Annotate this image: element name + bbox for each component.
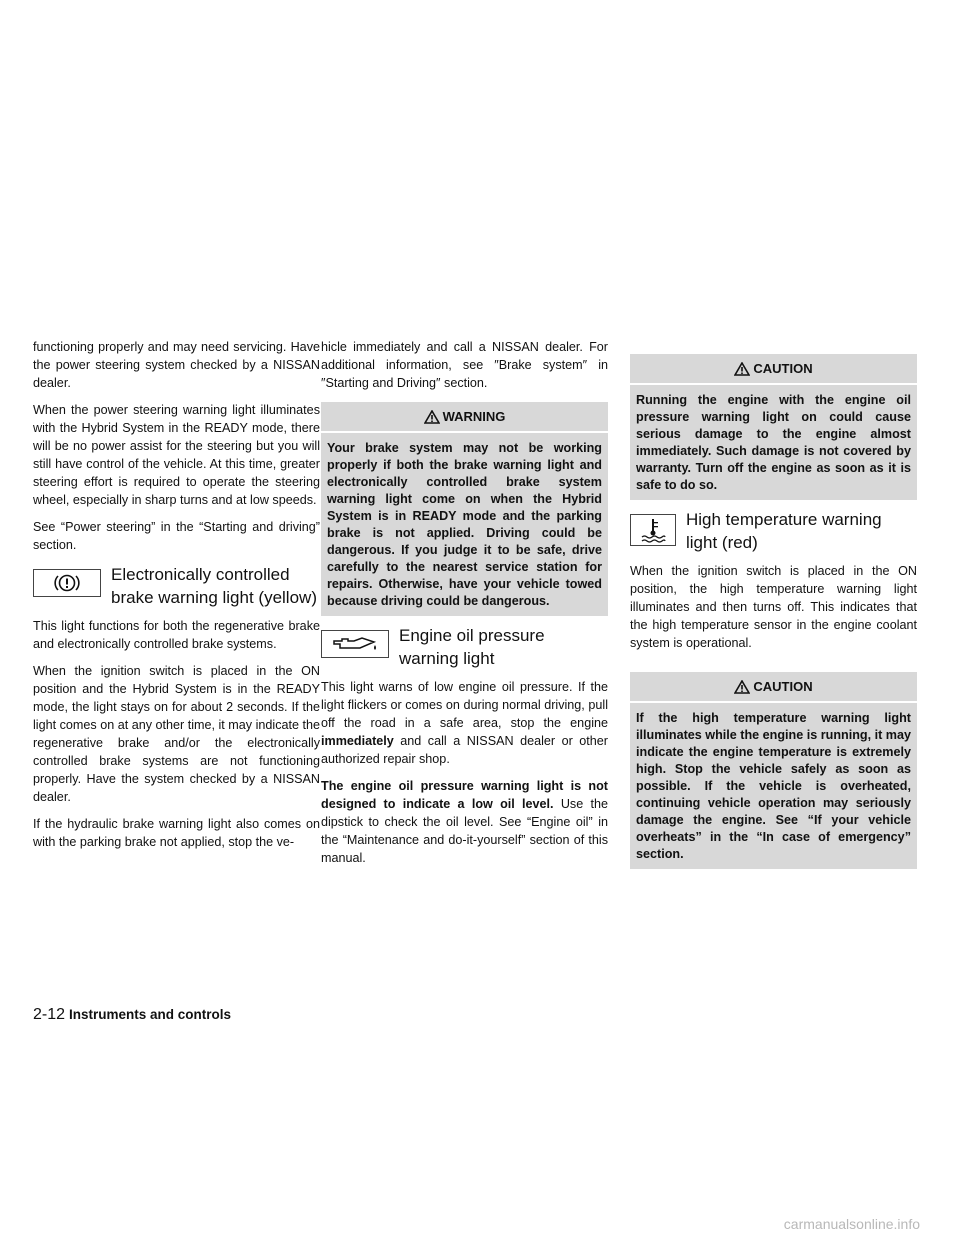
paragraph-power-steering-see: See “Power steering” in the “Starting and driving” section. xyxy=(33,520,320,552)
column-left xyxy=(33,338,320,860)
paragraph-brake-function: This light functions for both the regenerative brake and electronically controlled brake systems. xyxy=(33,619,320,651)
warning-triangle-icon xyxy=(734,680,750,694)
caution-title-temperature: CAUTION xyxy=(753,679,813,694)
column-right xyxy=(630,338,917,877)
caution-box-temperature xyxy=(630,672,917,869)
temp-warning-heading-row xyxy=(630,508,917,554)
coolant-temperature-icon xyxy=(630,514,676,546)
caution-title-oil: CAUTION xyxy=(753,361,813,376)
warning-title: WARNING xyxy=(442,409,506,424)
oil-pressure-text-b: and call a NISSAN dealer or other authorized repair shop. xyxy=(321,734,608,766)
paragraph-power-steering-ready: When the power steering warning light illuminates with the Hybrid System in the READY mode, there will be no power assist for the steering but you will still have control of the vehicle. At this time, greater steering effort is required to operate the steering wheel, especially in sharp turns and at low speeds. xyxy=(33,403,320,507)
paragraph-power-steering-servicing: functioning properly and may need servicing. Have the power steering system checked by a NISSAN dealer. xyxy=(33,340,320,390)
oil-warning-heading: Engine oil pressure warning light xyxy=(399,626,545,668)
warning-triangle-icon xyxy=(734,362,750,376)
oil-warning-heading-row xyxy=(321,624,608,670)
temp-warning-heading: High temperature warning light (red) xyxy=(686,510,882,552)
oil-pressure-text-a: This light warns of low engine oil pressure. If the light flickers or comes on during normal driving, pull off the road in a safe area, stop the engine xyxy=(321,680,608,730)
watermark: carmanualsonline.info xyxy=(783,1216,920,1232)
paragraph-high-temperature: When the ignition switch is placed in the ON position, the high temperature warning light illuminates and then turns off. This indicates that the high temperature sensor in the engine coolant system is operational. xyxy=(630,564,917,650)
brake-warning-heading-row xyxy=(33,563,320,609)
caution-text-oil: Running the engine with the engine oil pressure warning light on could cause serious damage to the engine almost immediately. Such damage is not covered by warranty. Turn off the engine as soon as it is safe to do so. xyxy=(636,393,911,492)
caution-text-temperature: If the high temperature warning light illuminates while the engine is running, it may indicate the engine temperature is extremely high. Stop the vehicle safely as soon as possible. If the vehicle is overheated, continuing vehicle operation may seriously damage the engine. See “If your vehicle overheats” in the “In case of emergency” section. xyxy=(636,711,912,861)
oil-can-icon xyxy=(321,630,389,658)
warning-text: Your brake system may not be working properly if both the brake warning light and electronically controlled brake system warning light come on when the Hybrid System is in READY mode and the parking brake is not applied. Driving could be dangerous. If you judge it to be safe, drive carefully to the nearest service station for repairs. Otherwise, have your vehicle towed because driving could be dangerous. xyxy=(327,441,602,608)
caution-header-oil xyxy=(630,354,917,385)
section-title: Instruments and controls xyxy=(69,1007,232,1022)
paragraph-brake-ready: When the ignition switch is placed in the ON position and the Hybrid System is in the READY mode, the light stays on for about 2 seconds. If the light comes on at any other time, it may indicate the regenerative brake and/or the electronically controlled brake systems are not functioning properly. Have the system checked by a NISSAN dealer. xyxy=(33,664,320,804)
oil-level-emphasis: The engine oil pressure warning light is not designed to indicate a low oil level. xyxy=(321,779,608,811)
warning-box xyxy=(321,402,608,616)
caution-box-oil xyxy=(630,354,917,500)
warning-header xyxy=(321,402,608,433)
brake-warning-heading: Electronically controlled brake warning light (yellow) xyxy=(111,565,317,607)
page-number: 2-12 xyxy=(33,1006,66,1023)
paragraph-hydraulic-brake: If the hydraulic brake warning light also comes on with the parking brake not applied, stop the ve- xyxy=(33,817,320,849)
brake-warning-icon xyxy=(33,569,101,597)
oil-pressure-emphasis: immediately xyxy=(321,734,394,748)
warning-triangle-icon xyxy=(424,410,440,424)
page-footer xyxy=(33,1006,231,1024)
paragraph-brake-continued: hicle immediately and call a NISSAN dealer. For additional information, see ″Brake system″ in ″Starting and Driving″ section. xyxy=(321,340,608,390)
oil-level-text: Use the dipstick to check the oil level. See “Engine oil” in the “Maintenance and do-it-yourself” section of this manual. xyxy=(321,797,608,865)
paragraph-oil-pressure xyxy=(321,678,608,768)
column-middle xyxy=(321,338,608,876)
caution-header-temperature xyxy=(630,672,917,703)
paragraph-oil-level xyxy=(321,777,608,867)
